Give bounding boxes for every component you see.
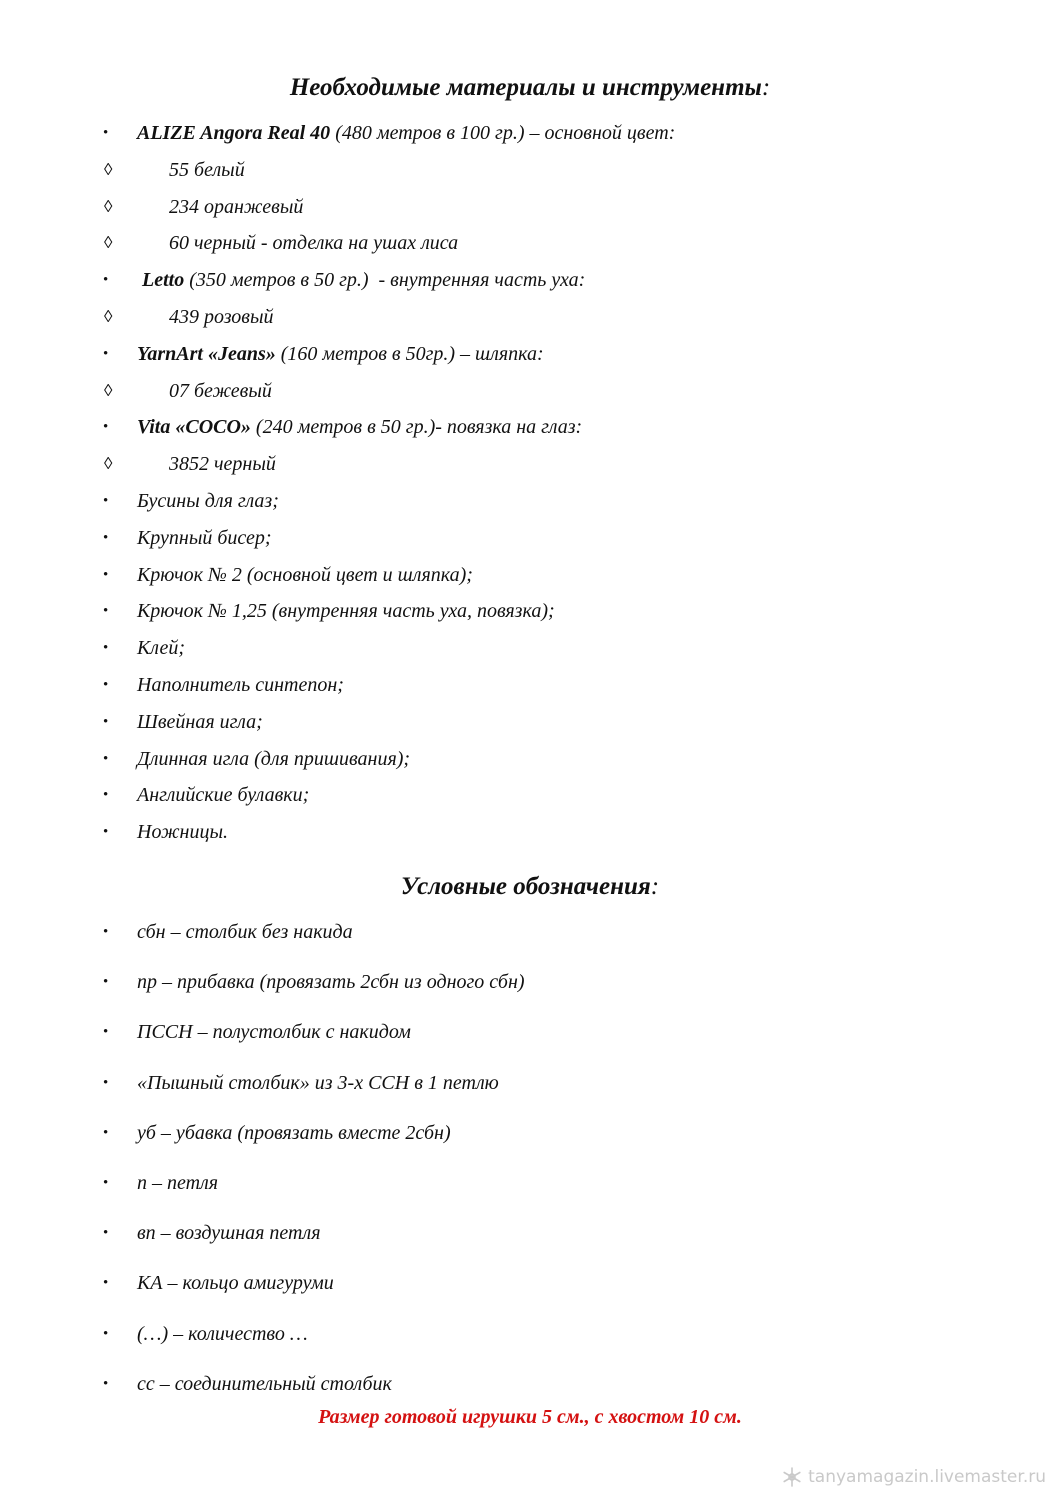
legend-list — [0, 916, 1060, 1418]
legend-item — [0, 916, 1060, 966]
materials-item-text — [169, 154, 245, 186]
materials-item-detail: Наполнитель синтепон; — [137, 673, 344, 696]
materials-item-text — [137, 117, 675, 149]
diamond-icon: ◊ — [104, 196, 113, 216]
legend-item-text: п – петля — [137, 1171, 219, 1194]
materials-item — [0, 669, 1060, 706]
bullet-icon: • — [103, 125, 109, 141]
materials-item — [0, 743, 1060, 780]
bullet-icon: • — [103, 750, 109, 767]
bullet-icon: • — [103, 1024, 109, 1041]
materials-item-text — [169, 301, 274, 333]
materials-item-detail: (160 метров в 50гр.) – шляпка: — [275, 342, 544, 365]
materials-item-detail: Крупный бисер; — [137, 526, 272, 549]
materials-item-detail: (480 метров в 100 гр.) – основной цвет: — [330, 122, 676, 144]
materials-item-detail: 07 бежевый — [169, 379, 272, 402]
bullet-icon: • — [103, 1225, 109, 1242]
materials-item-detail: Ножницы. — [137, 821, 229, 844]
bullet-icon: • — [103, 713, 109, 730]
materials-item — [0, 227, 1060, 264]
bullet-icon: • — [103, 1325, 109, 1342]
materials-item — [0, 301, 1060, 338]
materials-item — [0, 264, 1060, 301]
materials-item-text — [169, 227, 458, 259]
materials-item — [0, 779, 1060, 816]
materials-item — [0, 706, 1060, 743]
materials-item — [0, 816, 1060, 853]
legend-item — [0, 1016, 1060, 1066]
materials-item-text — [137, 779, 309, 811]
bullet-icon: • — [103, 603, 109, 620]
materials-item-text — [137, 522, 272, 554]
bullet-icon: • — [103, 1174, 109, 1191]
materials-item-text — [137, 632, 185, 664]
diamond-icon: ◊ — [104, 159, 113, 179]
yarn-name: Letto — [137, 269, 185, 292]
legend-item — [0, 1067, 1060, 1117]
snowflake-icon — [782, 1467, 802, 1487]
materials-item — [0, 117, 1060, 154]
bullet-icon: • — [103, 1275, 109, 1292]
materials-item-text — [169, 375, 272, 407]
watermark-text: tanyamagazin.livemaster.ru — [808, 1467, 1046, 1487]
bullet-icon: • — [103, 1124, 109, 1141]
materials-item-text — [137, 595, 555, 627]
materials-item-detail: Клей; — [137, 637, 186, 660]
materials-item — [0, 191, 1060, 228]
materials-item-detail: Крючок № 1,25 (внутренняя часть уха, повязка); — [137, 600, 555, 623]
materials-item-detail: Английские булавки; — [137, 784, 310, 807]
materials-item — [0, 448, 1060, 485]
materials-item — [0, 632, 1060, 669]
legend-item — [0, 1167, 1060, 1217]
bullet-icon: • — [103, 974, 109, 991]
legend-item-text: «Пышный столбик» из 3-х ССН в 1 петлю — [137, 1071, 499, 1094]
legend-item-text: вп – воздушная петля — [137, 1222, 321, 1245]
bullet-icon: • — [103, 1375, 109, 1392]
materials-item — [0, 595, 1060, 632]
diamond-icon: ◊ — [104, 454, 113, 474]
legend-item-text: сбн – столбик без накида — [137, 921, 353, 943]
materials-item-detail: 55 белый — [169, 158, 245, 181]
diamond-icon: ◊ — [104, 233, 113, 253]
legend-heading — [0, 873, 1060, 901]
materials-list — [0, 117, 1060, 853]
materials-item-text — [137, 338, 544, 370]
bullet-icon: • — [103, 1074, 109, 1091]
materials-item-text — [137, 706, 263, 738]
legend-item — [0, 1318, 1060, 1368]
materials-item-text — [137, 743, 410, 775]
materials-item — [0, 154, 1060, 191]
legend-item — [0, 1217, 1060, 1267]
materials-item-text — [137, 485, 279, 517]
materials-item-text — [137, 816, 228, 848]
materials-item — [0, 559, 1060, 596]
materials-item — [0, 411, 1060, 448]
legend-item-text: пр – прибавка (провязать 2сбн из одного сбн) — [137, 971, 525, 994]
materials-item-detail: 234 оранжевый — [169, 195, 304, 218]
materials-item-detail: Крючок № 2 (основной цвет и шляпка); — [137, 563, 473, 586]
legend-item — [0, 1267, 1060, 1317]
materials-item-detail: 439 розовый — [169, 305, 274, 328]
watermark — [782, 1467, 1046, 1487]
materials-item-detail: (240 метров в 50 гр.)- повязка на глаз: — [250, 416, 583, 439]
bullet-icon: • — [103, 345, 109, 362]
materials-heading — [0, 74, 1060, 102]
heading-colon: : — [650, 873, 660, 900]
bullet-icon: • — [103, 492, 109, 509]
diamond-icon: ◊ — [104, 380, 113, 400]
bullet-icon: • — [103, 676, 109, 693]
materials-item-text — [169, 448, 276, 480]
materials-item-text — [137, 559, 473, 591]
materials-item — [0, 522, 1060, 559]
materials-item — [0, 485, 1060, 522]
bullet-icon: • — [103, 787, 109, 804]
materials-item — [0, 338, 1060, 375]
legend-item-text: ПССН – полустолбик с накидом — [137, 1021, 411, 1044]
materials-item-detail: (350 метров в 50 гр.) - внутренняя часть уха: — [184, 269, 586, 292]
heading-colon: : — [761, 74, 771, 101]
bullet-icon: • — [103, 272, 109, 289]
materials-item-text — [137, 669, 344, 701]
diamond-icon: ◊ — [104, 306, 113, 326]
bullet-icon: • — [103, 640, 109, 657]
legend-item-text: (…) – количество … — [137, 1322, 308, 1345]
legend-item-text: уб – убавка (провязать вместе 2сбн) — [137, 1121, 451, 1144]
yarn-name: Vita «COCO» — [137, 416, 251, 439]
materials-item-text — [137, 264, 585, 296]
materials-item-detail: 60 черный - отделка на ушах лиса — [169, 232, 459, 255]
yarn-name: ALIZE Angora Real 40 — [137, 122, 331, 144]
yarn-name: YarnArt «Jeans» — [137, 342, 276, 365]
materials-item-text — [169, 191, 303, 223]
legend-item-text: сс – соединительный столбик — [137, 1372, 392, 1395]
legend-item — [0, 966, 1060, 1016]
materials-heading-text: Необходимые материалы и инструменты — [289, 74, 762, 101]
bullet-icon: • — [103, 529, 109, 546]
bullet-icon: • — [103, 824, 109, 841]
materials-item-detail: 3852 черный — [169, 453, 276, 476]
legend-heading-text: Условные обозначения — [400, 873, 651, 900]
legend-item-text: КА – кольцо амигуруми — [137, 1272, 334, 1295]
legend-item — [0, 1117, 1060, 1167]
materials-item-detail: Длинная игла (для пришивания); — [137, 747, 411, 770]
materials-item-text — [137, 411, 582, 443]
materials-item-detail: Швейная игла; — [137, 710, 263, 733]
bullet-icon: • — [103, 566, 109, 583]
materials-item-detail: Бусины для глаз; — [137, 489, 279, 512]
materials-item — [0, 375, 1060, 412]
bullet-icon: • — [103, 419, 109, 436]
bullet-icon: • — [103, 924, 109, 940]
toy-size-note: Размер готовой игрушки 5 см., с хвостом 10 см. — [318, 1406, 742, 1428]
